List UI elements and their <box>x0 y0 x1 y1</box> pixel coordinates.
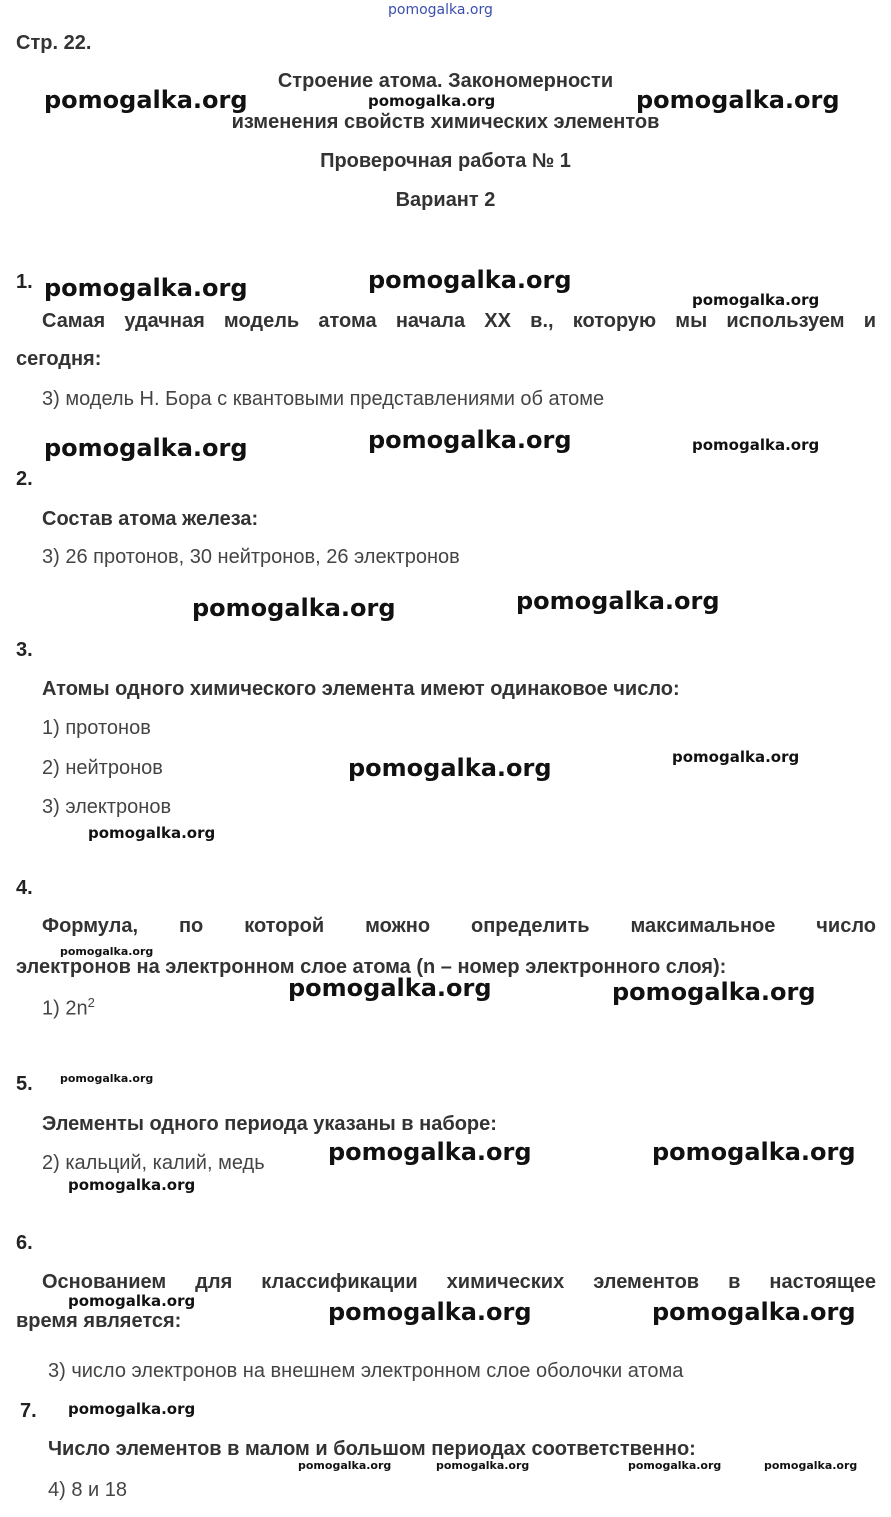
watermark: pomogalka.org <box>288 974 492 1002</box>
watermark: pomogalka.org <box>88 824 216 842</box>
answer: 4) 8 и 18 <box>48 1479 127 1501</box>
question-text: время является: <box>16 1310 182 1332</box>
answer: 3) электронов <box>42 796 172 818</box>
question-text: электронов на электронном слое атома (n – номер электронного слоя): <box>16 956 727 978</box>
watermark: pomogalka.org <box>388 2 493 18</box>
question-number: 1. <box>16 271 33 293</box>
watermark: pomogalka.org <box>60 945 154 958</box>
question-text: сегодня: <box>16 348 102 370</box>
watermark: pomogalka.org <box>348 754 552 782</box>
watermark: pomogalka.org <box>60 1072 154 1085</box>
question-number: 4. <box>16 877 33 899</box>
question-text: Состав атома железа: <box>42 508 259 530</box>
question-number: 7. <box>20 1400 37 1422</box>
answer: 2) нейтронов <box>42 757 163 779</box>
watermark: pomogalka.org <box>692 291 820 309</box>
answer: 2) кальций, калий, медь <box>42 1152 265 1174</box>
answer: 1) $2n^2$ <box>42 995 95 1020</box>
watermark: pomogalka.org <box>68 1176 196 1194</box>
question-text: Самая удачная модель атома начала XX в., которую мы используем и <box>42 310 876 332</box>
question-number: 6. <box>16 1232 33 1254</box>
answer: 3) модель Н. Бора с квантовыми представлениями об атоме <box>42 388 605 410</box>
watermark: pomogalka.org <box>612 978 816 1006</box>
watermark: pomogalka.org <box>652 1298 856 1326</box>
question-text: Формула, по которой можно определить максимальное число <box>42 915 876 937</box>
question-text: Атомы одного химического элемента имеют одинаковое число: <box>42 678 680 700</box>
watermark: pomogalka.org <box>516 587 720 615</box>
watermark: pomogalka.org <box>68 1400 196 1418</box>
watermark: pomogalka.org <box>44 434 248 462</box>
watermark: pomogalka.org <box>368 92 496 110</box>
watermark: pomogalka.org <box>68 1292 196 1310</box>
watermark: pomogalka.org <box>764 1459 858 1472</box>
watermark: pomogalka.org <box>328 1298 532 1326</box>
watermark: pomogalka.org <box>192 594 396 622</box>
watermark: pomogalka.org <box>436 1459 530 1472</box>
watermark: pomogalka.org <box>692 436 820 454</box>
watermark: pomogalka.org <box>44 274 248 302</box>
answer: 3) число электронов на внешнем электронном слое оболочки атома <box>48 1360 684 1382</box>
answer: 1) протонов <box>42 717 151 739</box>
watermark: pomogalka.org <box>652 1138 856 1166</box>
title-line-4: Вариант 2 <box>395 189 496 211</box>
question-text: Число элементов в малом и большом периодах соответственно: <box>48 1438 696 1460</box>
watermark: pomogalka.org <box>368 266 572 294</box>
page-number: Стр. 22. <box>16 32 92 54</box>
question-number: 2. <box>16 468 33 490</box>
title-line-2: изменения свойств химических элементов <box>231 111 660 133</box>
title-line-1: Строение атома. Закономерности <box>277 70 614 92</box>
question-number: 5. <box>16 1073 33 1095</box>
watermark: pomogalka.org <box>298 1459 392 1472</box>
answer: 3) 26 протонов, 30 нейтронов, 26 электронов <box>42 546 460 568</box>
watermark: pomogalka.org <box>44 86 248 114</box>
watermark: pomogalka.org <box>328 1138 532 1166</box>
watermark: pomogalka.org <box>672 748 800 766</box>
watermark: pomogalka.org <box>368 426 572 454</box>
question-text: Элементы одного периода указаны в наборе: <box>42 1113 497 1135</box>
question-text: Основанием для классификации химических элементов в настоящее <box>42 1271 876 1293</box>
watermark: pomogalka.org <box>628 1459 722 1472</box>
title-line-3: Проверочная работа № 1 <box>320 150 571 172</box>
question-number: 3. <box>16 639 33 661</box>
watermark: pomogalka.org <box>636 86 840 114</box>
